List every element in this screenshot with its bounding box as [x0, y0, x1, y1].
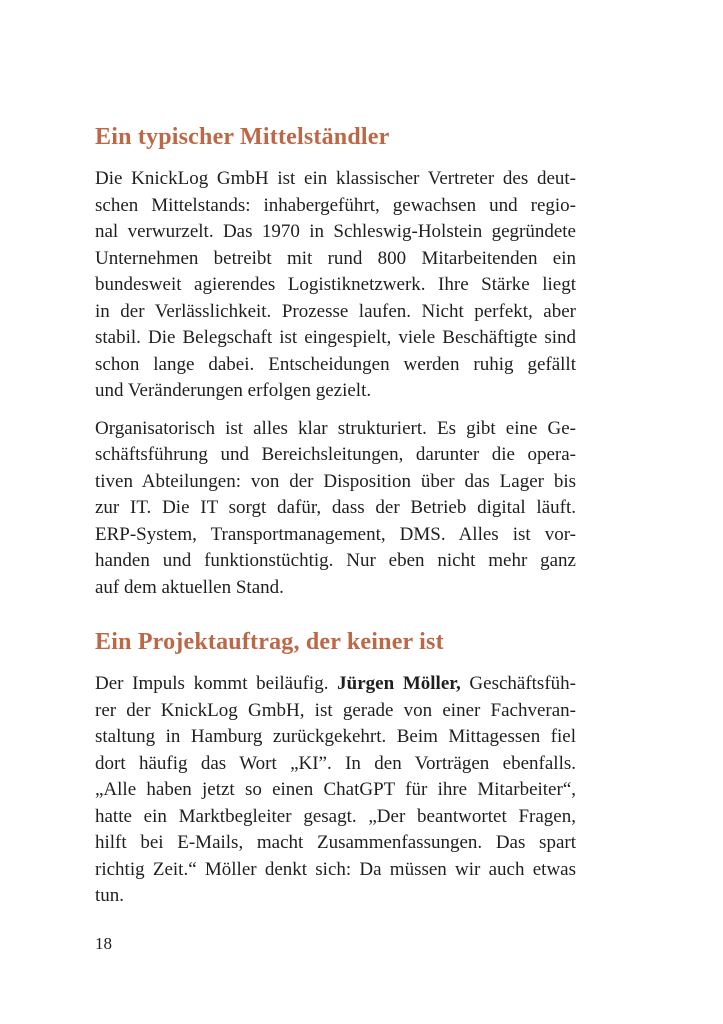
paragraph-line	[95, 724, 576, 751]
paragraph-line	[95, 272, 576, 299]
text-segment: Unternehmen betreibt mit rund 800 Mitarbeitenden ein	[95, 247, 576, 269]
text-segment: richtig Zeit.“ Möller denkt sich: Da müssen wir auch etwas	[95, 858, 576, 880]
text-segment: hilft bei E-Mails, macht Zusammenfassungen. Das spart	[95, 832, 576, 853]
paragraph-line	[95, 193, 576, 220]
paragraph-line	[95, 698, 576, 725]
text-segment: tun.	[95, 885, 125, 906]
section-heading: Ein Projektauftrag, der keiner ist	[95, 629, 444, 655]
text-segment: tiven Abteilungen: von der Disposition über das Lager bis	[95, 470, 576, 492]
paragraph-line	[95, 522, 576, 549]
paragraph-line	[95, 495, 576, 522]
paragraph-line	[95, 548, 576, 575]
body-paragraph	[95, 416, 576, 602]
text-segment: schen Mittelstands: inhabergeführt, gewachsen und regio-	[95, 194, 576, 216]
text-segment: und Veränderungen erfolgen gezielt.	[95, 380, 372, 401]
paragraph-line	[95, 166, 576, 193]
body-paragraph	[95, 671, 576, 910]
text-segment: Organisatorisch ist alles klar strukturiert. Es gibt eine Ge-	[95, 417, 576, 439]
paragraph-line	[95, 416, 576, 443]
paragraph-line	[95, 325, 576, 352]
page-number: 18	[95, 934, 112, 953]
text-segment: zur IT. Die IT sorgt dafür, dass der Betrieb digital läuft.	[95, 497, 576, 518]
text-segment: Geschäftsfüh-	[460, 673, 576, 694]
text-segment: Die KnickLog GmbH ist ein klassischer Vertreter des deut-	[95, 168, 576, 189]
text-segment: „Alle haben jetzt so einen ChatGPT für ihre Mitarbeiter“,	[95, 779, 576, 800]
text-segment: rer der KnickLog GmbH, ist gerade von einer Fachveran-	[95, 699, 576, 721]
paragraph-line	[95, 857, 576, 884]
text-segment: schon lange dabei. Entscheidungen werden ruhig gefällt	[95, 353, 576, 375]
paragraph-line	[95, 830, 576, 857]
paragraph-line	[95, 442, 576, 469]
text-segment: ERP-System, Transportmanagement, DMS. Alles ist vor-	[95, 523, 576, 545]
paragraph-line	[95, 299, 576, 326]
paragraph-line	[95, 378, 576, 405]
paragraph-line	[95, 352, 576, 379]
text-segment: Der Impuls kommt beiläufig.	[95, 673, 338, 694]
text-segment: in der Verlässlichkeit. Prozesse laufen. Nicht perfekt, aber	[95, 300, 576, 322]
text-segment: handen und funktionstüchtig. Nur eben nicht mehr ganz	[95, 550, 576, 571]
content-blocks	[95, 122, 576, 921]
paragraph-line	[95, 469, 576, 496]
text-segment: hatte ein Marktbegleiter gesagt. „Der beantwortet Fragen,	[95, 805, 576, 827]
text-segment: stabil. Die Belegschaft ist eingespielt, viele Beschäftigte sind	[95, 327, 576, 348]
paragraph-line	[95, 671, 576, 698]
person-name-emphasis: Jürgen Möller,	[337, 673, 461, 694]
paragraph-line	[95, 777, 576, 804]
paragraph-line	[95, 883, 576, 910]
text-segment: nal verwurzelt. Das 1970 in Schleswig-Holstein gegründete	[95, 221, 576, 242]
paragraph-line	[95, 246, 576, 273]
paragraph-line	[95, 751, 576, 778]
text-segment: bundesweit agierendes Logistiknetzwerk. Ihre Stärke liegt	[95, 274, 576, 295]
body-paragraph	[95, 166, 576, 405]
paragraph-line	[95, 219, 576, 246]
text-segment: schäftsführung und Bereichsleitungen, darunter die opera-	[95, 444, 576, 465]
text-segment: staltung in Hamburg zurückgekehrt. Beim Mittagessen fiel	[95, 726, 576, 747]
text-segment: auf dem aktuellen Stand.	[95, 576, 284, 598]
text-segment: dort häufig das Wort „KI”. In den Vorträgen ebenfalls.	[95, 752, 576, 774]
paragraph-line	[95, 575, 576, 602]
paragraph-line	[95, 804, 576, 831]
section-heading: Ein typischer Mittelständler	[95, 124, 390, 150]
